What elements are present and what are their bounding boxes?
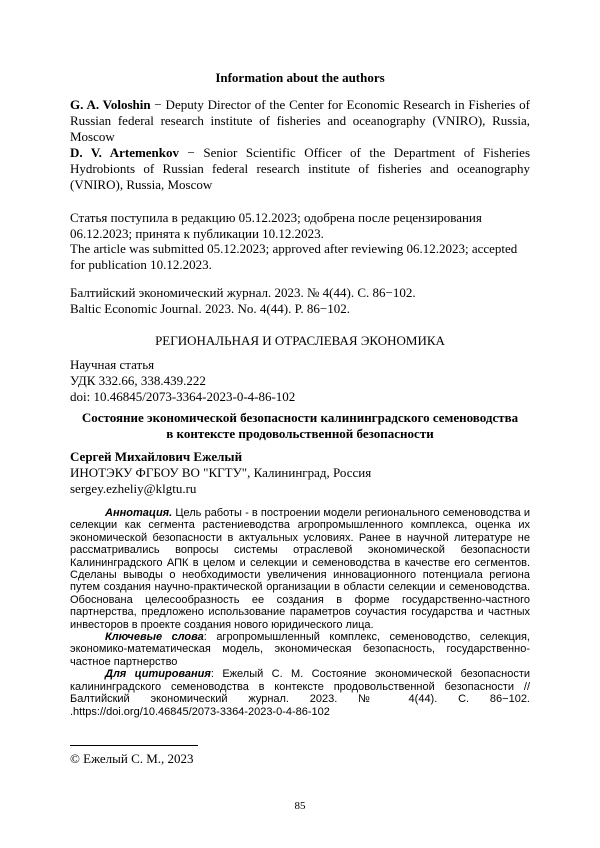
doi-link[interactable]: doi: 10.46845/2073-3364-2023-0-4-86-102 <box>70 389 296 404</box>
author-name-ru: Сергей Михайлович Ежелый <box>70 449 243 464</box>
journal-reference <box>70 285 530 317</box>
article-title <box>70 410 530 442</box>
section-title: РЕГИОНАЛЬНАЯ И ОТРАСЛЕВАЯ ЭКОНОМИКА <box>155 333 445 348</box>
author-name: D. V. Artemenkov <box>70 145 180 160</box>
author-details: − Senior Scientific Officer of the Department of Fisheries Hydrobionts of Russian federal research institute of fisheries and oceanography (VNIRO), Russia, Moscow <box>70 145 530 192</box>
page-number: 85 <box>294 800 306 812</box>
article-title-line: Состояние экономической безопасности калининградского семеноводства <box>81 410 519 425</box>
author-entry <box>70 97 530 145</box>
citation-text: : Ежелый С. М. Состояние экономической безопасности калининградского семеноводства в контексте продовольственной безопасности // Балтийский экономический журнал. 2023. № 4(44). С. 86−102. .https://doi.org/10.46845/2073-3364-2023-0-4-86-102 <box>70 668 530 718</box>
authors-info <box>70 97 530 193</box>
article-title-line: в контексте продовольственной безопасности <box>166 426 434 441</box>
abstract-text: Цель работы - в построении модели регионального семеноводства и селекции как сегмента растениеводства агропромышленного комплекса, оценка их экономической безопасности в актуальных условиях. Ранее в научной литературе не рассматривались вопросы системы отраслевой экономической безопасности Калининградского АПК в целом и селекции и семеноводства в качестве его сегментов. Сделаны выводы о необходимости увеличения инновационного потенциала региона путем создания научно-практической организации в области селекции и семеноводства. Обоснована целесообразность ее создания в форме государственно-частного партнерства, предложено использование параметров соучастия государства и частных инвесторов в проекте создания нового юридического лица. <box>70 507 530 631</box>
author-affiliation: ИНОТЭКУ ФГБОУ ВО "КГТУ", Калининград, Россия <box>70 465 372 480</box>
dates-ru: Статья поступила в редакцию 05.12.2023; одобрена после рецензирования 06.12.2023; принята к публикации 10.12.2023. <box>70 210 482 241</box>
author-entry <box>70 145 530 193</box>
keywords-label: Ключевые слова <box>105 631 204 644</box>
journal-en: Baltic Economic Journal. 2023. No. 4(44). P. 86−102. <box>70 301 350 316</box>
author-email[interactable]: sergey.ezheliy@klgtu.ru <box>70 481 197 496</box>
journal-ru: Балтийский экономический журнал. 2023. № 4(44). С. 86−102. <box>70 285 416 300</box>
author-block <box>70 449 530 497</box>
footnote-divider <box>70 745 198 746</box>
author-name: G. A. Voloshin <box>70 97 151 112</box>
article-type: Научная статья <box>70 357 155 372</box>
info-title: Information about the authors <box>215 70 385 85</box>
abstract-paragraph <box>70 507 530 631</box>
article-meta <box>70 357 530 405</box>
keywords-paragraph <box>70 631 530 668</box>
copyright-notice: © Ежелый С. М., 2023 <box>70 751 194 766</box>
citation-label: Для цитирования <box>105 668 211 681</box>
abstract-block <box>70 507 530 718</box>
keywords-text: : агропромышленный комплекс, семеноводство, селекция, экономико-математическая модель, экономическая безопасность, государственно-частное партнерство <box>70 631 530 668</box>
submission-dates <box>70 210 530 272</box>
udk-code: УДК 332.66, 338.439.222 <box>70 373 206 388</box>
author-details: − Deputy Director of the Center for Economic Research in Fisheries of Russian federal research institute of fisheries and oceanography (VNIRO), Russia, Moscow <box>70 97 530 144</box>
abstract-label: Аннотация. <box>105 507 173 519</box>
document-page <box>70 0 530 848</box>
dates-en: The article was submitted 05.12.2023; approved after reviewing 06.12.2023; accepted for publication 10.12.2023. <box>70 241 518 272</box>
citation-paragraph <box>70 668 530 718</box>
